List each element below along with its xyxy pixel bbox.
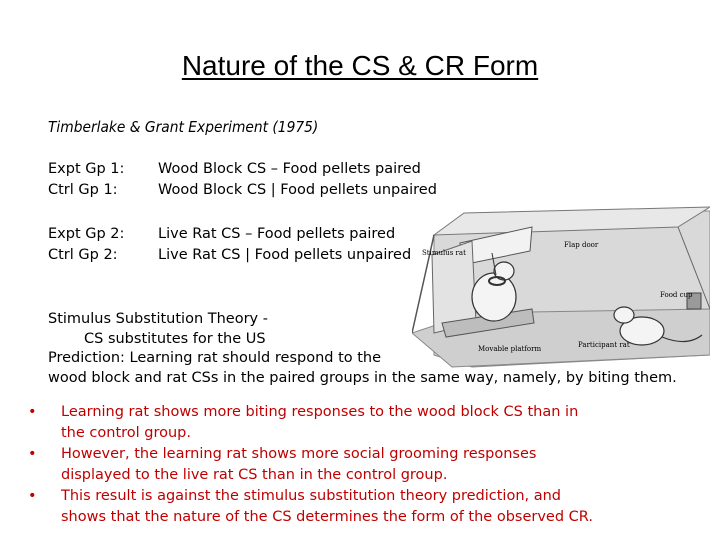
theory-heading: Stimulus Substitution Theory -	[48, 311, 268, 327]
group-text-expt-2: Live Rat CS – Food pellets paired	[158, 226, 396, 242]
result-text: This result is against the stimulus substitution theory prediction, and	[61, 488, 562, 504]
prediction-line-2: wood block and rat CSs in the paired groups in the same way, namely, by biting them.	[48, 369, 677, 386]
result-item	[28, 486, 708, 528]
theory-block	[48, 310, 708, 388]
result-text: However, the learning rat shows more social grooming responses	[61, 446, 537, 462]
results-list	[28, 402, 708, 528]
group-label-expt-2: Expt Gp 2:	[48, 226, 125, 242]
result-text: the control group.	[61, 425, 191, 441]
result-text: displayed to the live rat CS than in the control group.	[61, 467, 448, 483]
theory-claim: CS substitutes for the US	[84, 330, 266, 347]
bullet-dot: •	[28, 404, 37, 420]
group-label-expt-1: Expt Gp 1:	[48, 161, 125, 177]
result-item	[28, 444, 708, 486]
label-movable-platform: Movable platform	[478, 345, 542, 353]
prediction-line-1: Prediction: Learning rat should respond to the	[48, 350, 382, 366]
group-text-expt-1: Wood Block CS – Food pellets paired	[158, 161, 421, 177]
result-text: shows that the nature of the CS determines the form of the observed CR.	[61, 509, 593, 525]
label-flap-door: Flap door	[564, 241, 599, 249]
group-label-ctrl-1: Ctrl Gp 1:	[48, 182, 118, 198]
label-stimulus-rat: Stimulus rat	[422, 249, 466, 257]
group-text-ctrl-1: Wood Block CS | Food pellets unpaired	[158, 182, 437, 198]
slide-title: Nature of the CS & CR Form	[181, 50, 539, 81]
label-food-cup: Food cup	[660, 291, 693, 299]
label-participant-rat: Participant rat	[578, 341, 630, 349]
result-item	[28, 402, 708, 444]
result-text: Learning rat shows more biting responses to the wood block CS than in	[61, 404, 579, 420]
experiment-subtitle: Timberlake & Grant Experiment (1975)	[48, 118, 319, 136]
group-label-ctrl-2: Ctrl Gp 2:	[48, 247, 118, 263]
group-text-ctrl-2: Live Rat CS | Food pellets unpaired	[158, 247, 412, 263]
bullet-dot: •	[28, 488, 37, 504]
bullet-dot: •	[28, 446, 37, 462]
